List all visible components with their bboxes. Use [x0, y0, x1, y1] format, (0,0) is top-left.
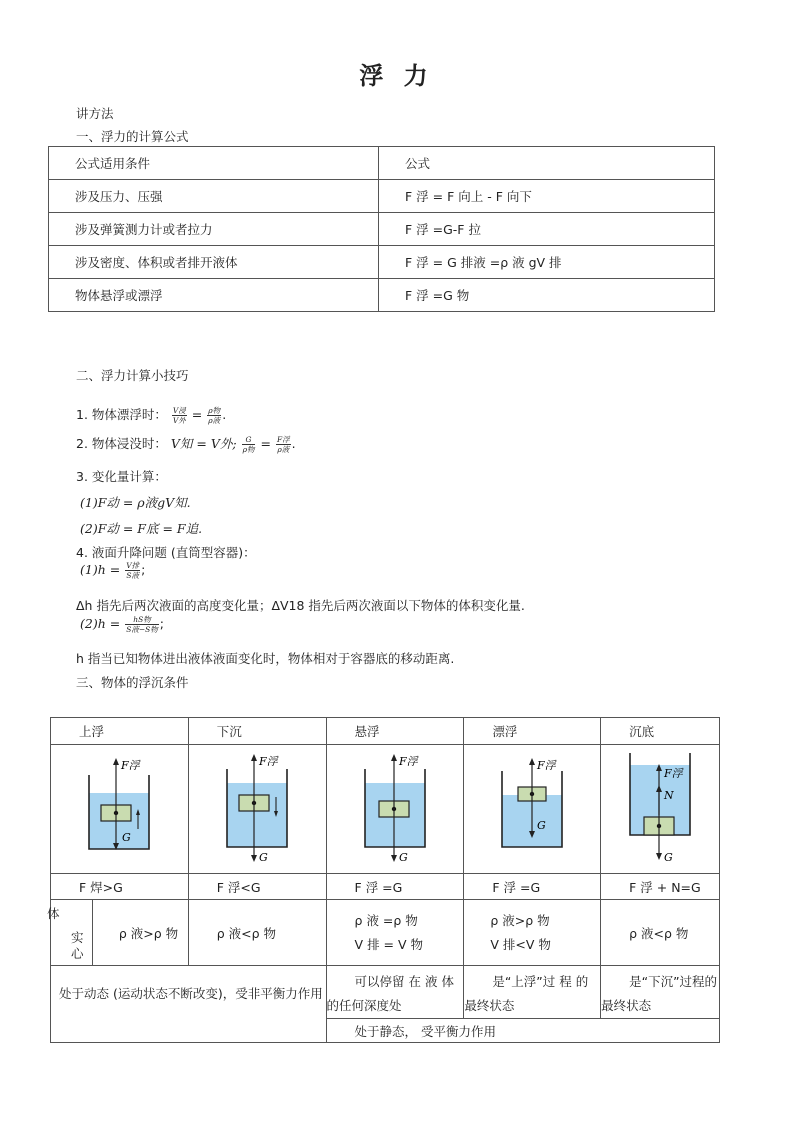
fraction	[242, 435, 256, 454]
fraction-denominator: ρ液	[277, 445, 290, 454]
label-buoyancy: F浮	[398, 754, 418, 768]
solid-label-cell	[47, 900, 93, 966]
bottom-object-diagram	[620, 749, 700, 867]
volume-suspend: V 排 = V 物	[354, 936, 424, 952]
density-sink: ρ 液<ρ 物	[188, 900, 326, 966]
fraction	[207, 406, 221, 425]
table-cell: F 浮 =G-F 拉	[379, 213, 715, 246]
relation-rise: F 焊>G	[51, 874, 189, 900]
fraction-denominator: V外	[172, 416, 186, 425]
intro-label: 讲方法	[76, 106, 114, 121]
density-rise: ρ 液>ρ 物	[92, 900, 188, 966]
table-row	[51, 966, 720, 1019]
section-heading-2: 二、浮力计算小技巧	[76, 368, 189, 383]
diagram-cell	[326, 745, 464, 874]
tip-text: 1. 物体漂浮时：	[76, 407, 167, 422]
section-heading-1: 一、浮力的计算公式	[76, 129, 189, 144]
state-dynamic: 处于动态 (运动状态不断改变)，受非平衡力作用	[51, 966, 327, 1043]
table-row	[51, 745, 720, 874]
math-end: .	[222, 407, 227, 422]
header-rise: 上浮	[51, 718, 189, 745]
fraction	[125, 561, 140, 580]
buoyancy-conditions-table	[47, 717, 720, 1043]
relation-suspend: F 浮 =G	[326, 874, 464, 900]
table-header-cell: 公式	[379, 147, 715, 180]
label-gravity: G	[664, 850, 673, 864]
water	[227, 783, 287, 847]
density-bottom: ρ 液<ρ 物	[601, 900, 720, 966]
relation-float: F 浮 =G	[464, 874, 601, 900]
state-suspend: 可以停留 在 液 体的任何深度处	[326, 966, 464, 1019]
header-suspend: 悬浮	[326, 718, 464, 745]
solid-label-top: 体	[47, 906, 60, 921]
math-operator: =	[260, 436, 271, 451]
arrow-head	[529, 758, 535, 765]
tip-4a-note: Δh 指先后两次液面的高度变化量；ΔV18 指先后两次液面以下物体的体积变化量.	[76, 598, 525, 613]
math-end: .	[291, 436, 296, 451]
fraction	[276, 435, 291, 454]
fraction-denominator: S液	[126, 571, 139, 580]
math-operator: =	[191, 407, 203, 422]
state-float: 是“上浮”过 程 的最终状态	[464, 966, 601, 1019]
table-cell: 涉及弹簧测力计或者拉力	[49, 213, 379, 246]
fraction-denominator: ρ液	[208, 416, 221, 425]
diagram-cell	[188, 745, 326, 874]
label-gravity: G	[122, 830, 132, 844]
tip-4: 4. 液面升降问题 (直筒型容器)：	[76, 545, 256, 560]
table-row	[51, 718, 720, 745]
math-expression: V知 = V外;	[170, 436, 237, 451]
tip-1	[76, 405, 226, 425]
arrow-head	[251, 855, 257, 862]
label-gravity: G	[537, 818, 547, 832]
table-cell: F 浮 = G 排液 =ρ 液 gV 排	[379, 246, 715, 279]
math-expression: (1)h =	[80, 562, 121, 577]
suspended-object-diagram	[355, 749, 435, 867]
math-end: ;	[159, 616, 164, 631]
diagram-cell	[464, 745, 601, 874]
table-cell: 涉及压力、压强	[49, 180, 379, 213]
fraction	[125, 615, 159, 634]
table-row	[49, 180, 715, 213]
sinking-object-diagram	[217, 749, 297, 867]
tip-2	[76, 434, 296, 454]
header-bottom: 沉底	[601, 718, 720, 745]
table-header-cell: 公式适用条件	[49, 147, 379, 180]
table-cell: F 浮 =G 物	[379, 279, 715, 312]
tip-text: 2. 物体浸没时：	[76, 436, 167, 451]
fraction-numerator: ρ物	[208, 406, 221, 415]
label-buoyancy: F浮	[664, 766, 683, 780]
density-suspend-cell	[326, 900, 464, 966]
fraction-numerator: V浸	[172, 406, 186, 415]
arrow-head	[113, 758, 119, 765]
table-cell: 物体悬浮或漂浮	[49, 279, 379, 312]
tip-4b	[80, 615, 164, 634]
density-float: ρ 液>ρ 物	[490, 912, 550, 928]
table-row	[51, 874, 720, 900]
label-gravity: G	[259, 850, 268, 864]
floating-object-diagram	[492, 749, 572, 867]
fraction-denominator: ρ物	[242, 445, 255, 454]
diagram-cell	[601, 745, 720, 874]
relation-bottom: F 浮 + N=G	[601, 874, 720, 900]
table-cell: F 浮 = F 向上 - F 向下	[379, 180, 715, 213]
table-row	[49, 213, 715, 246]
fraction-denominator: S液−S物	[126, 625, 158, 634]
page-title: 浮 力	[359, 62, 434, 90]
label-buoyancy: F浮	[259, 754, 278, 768]
rising-object-diagram	[79, 749, 159, 867]
volume-float: V 排<V 物	[490, 936, 551, 952]
tip-3: 3. 变化量计算：	[76, 469, 167, 484]
arrow-head	[656, 853, 662, 860]
fraction-numerator: G	[242, 435, 256, 445]
fraction	[172, 406, 187, 425]
tip-4a	[80, 561, 145, 580]
table-row	[49, 147, 715, 180]
header-float: 漂浮	[464, 718, 601, 745]
state-static: 处于静态， 受平衡力作用	[326, 1019, 719, 1043]
label-normal: N	[664, 788, 674, 802]
density-suspend: ρ 液 =ρ 物	[354, 912, 418, 928]
arrow-head	[391, 855, 397, 862]
tip-3b: (2)F动 = F底 = F追.	[80, 521, 203, 536]
arrow-head	[391, 754, 397, 761]
fraction-numerator: V排	[126, 561, 140, 570]
tip-4b-note: h 指当已知物体进出液体液面变化时，物体相对于容器底的移动距离.	[76, 651, 455, 666]
relation-sink: F 浮<G	[188, 874, 326, 900]
table-row	[49, 246, 715, 279]
density-float-cell	[464, 900, 601, 966]
label-buoyancy: F浮	[537, 758, 556, 772]
table-row	[51, 900, 720, 966]
label-buoyancy: F浮	[121, 758, 141, 772]
fraction-numerator: F浮	[276, 435, 290, 444]
state-sink: 是“下沉”过程的最终状态	[601, 966, 720, 1019]
formula-table	[48, 146, 715, 312]
header-sink: 下沉	[188, 718, 326, 745]
table-cell: 涉及密度、体积或者排开液体	[49, 246, 379, 279]
arrow-head	[251, 754, 257, 761]
fraction-numerator: hS物	[125, 615, 159, 625]
label-gravity: G	[398, 850, 408, 864]
solid-label: 实心	[71, 930, 84, 961]
table-row	[49, 279, 715, 312]
math-end: ;	[141, 562, 146, 577]
math-expression: (2)h =	[80, 616, 121, 631]
section-heading-3: 三、物体的浮沉条件	[76, 675, 189, 690]
tip-3a: (1)F动 = ρ液gV知.	[80, 495, 191, 510]
diagram-cell	[51, 745, 189, 874]
